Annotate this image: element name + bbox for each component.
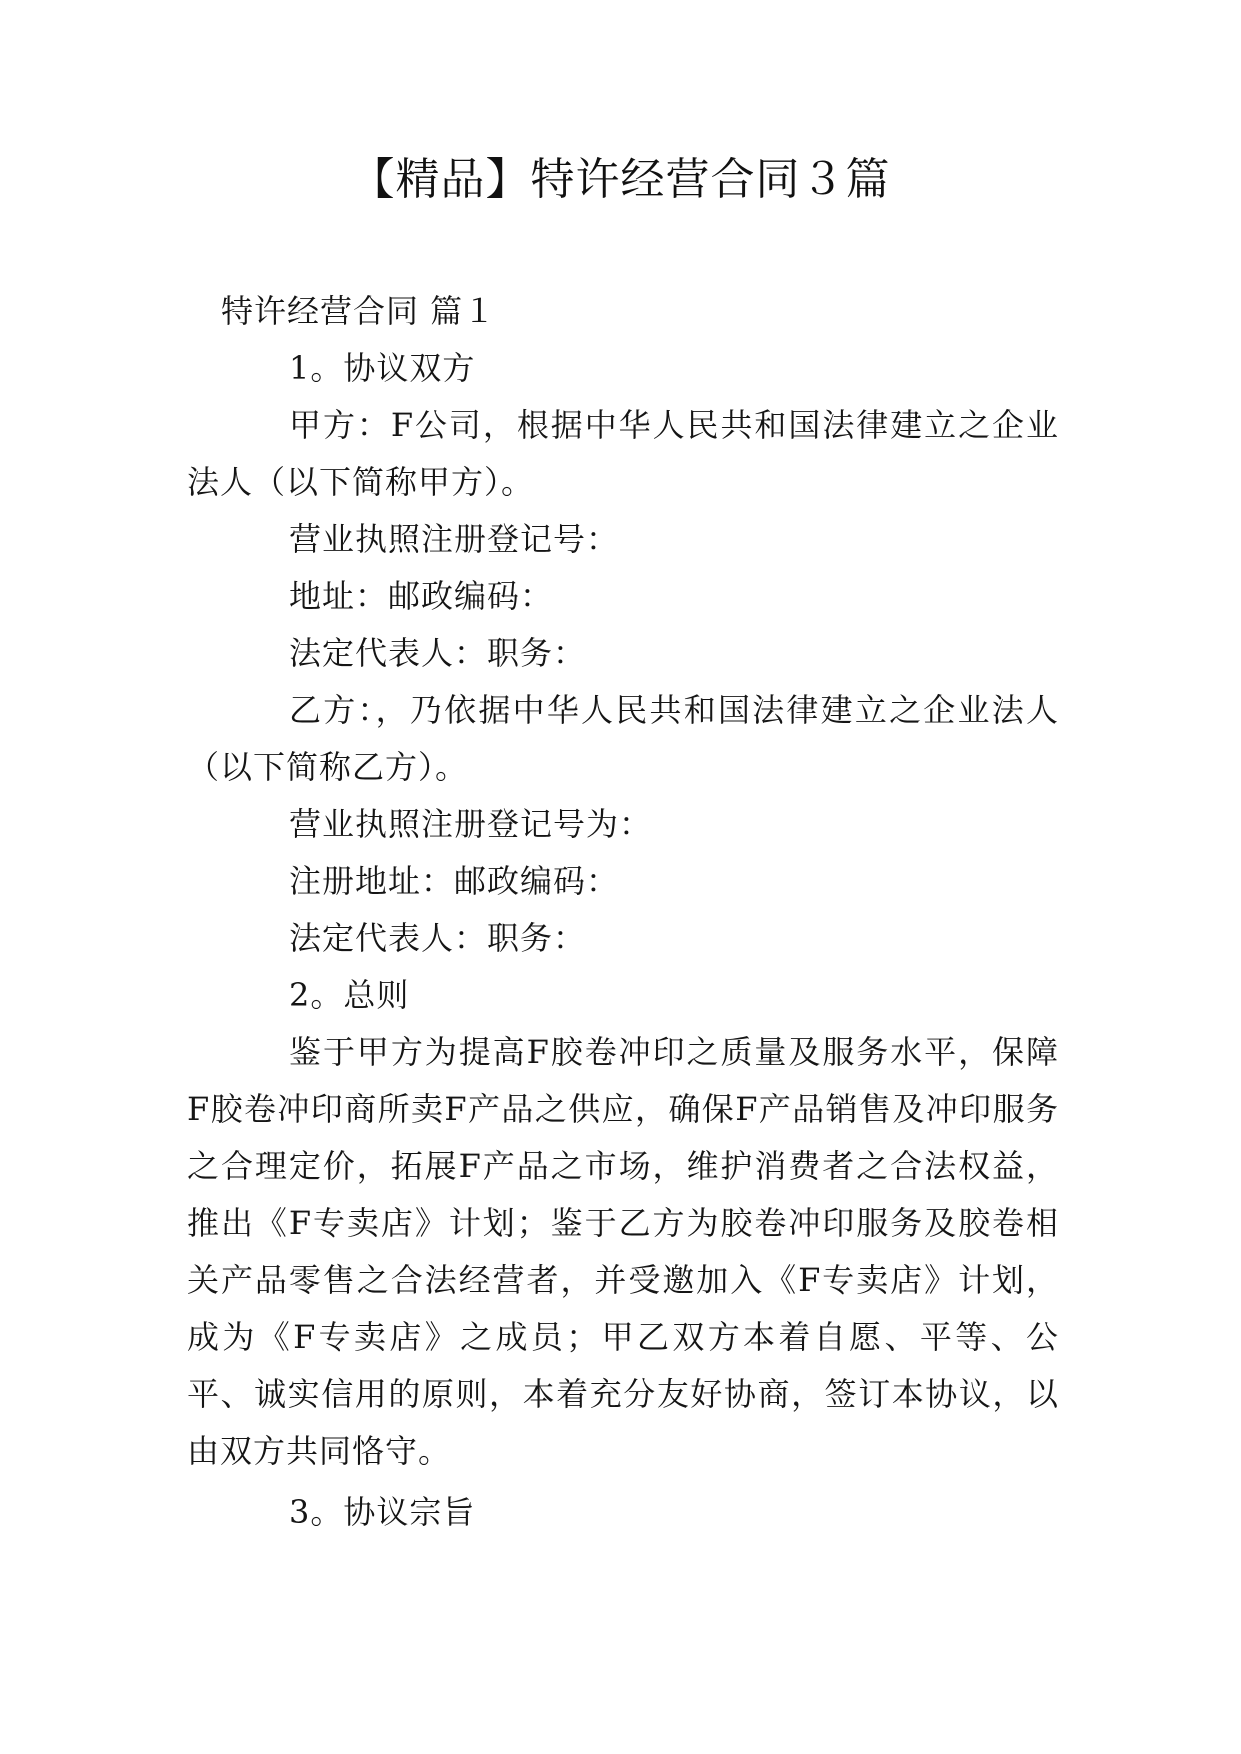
party-a-description: 甲方：F公司，根据中华人民共和国法律建立之企业法人（以下简称甲方）。: [187, 406, 1059, 501]
party-b-address: 注册地址：邮政编码：: [289, 862, 620, 900]
section-heading: 特许经营合同 篇１: [221, 292, 497, 330]
party-b-representative: 法定代表人：职务：: [289, 919, 587, 957]
party-b-registration-number: 营业执照注册登记号为：: [289, 805, 653, 843]
party-b-description: 乙方：，乃依据中华人民共和国法律建立之企业法人（以下简称乙方）。: [187, 691, 1059, 786]
document-body: [187, 283, 1059, 1541]
general-provisions-text: 鉴于甲方为提高F胶卷冲印之质量及服务水平，保障F胶卷冲印商所卖F产品之供应，确保F产品销售及冲印服务之合理定价，拓展F产品之市场，维护消费者之合法权益，推出《F专卖店》计划；鉴于乙方为胶卷冲印服务及胶卷相关产品零售之合法经营者，并受邀加入《F专卖店》计划，成为《F专卖店》之成员；甲乙双方本着自愿、平等、公平、诚实信用的原则，本着充分友好协商，签订本协议，以由双方共同恪守。: [187, 1033, 1059, 1470]
party-a-address: 地址：邮政编码：: [289, 577, 554, 615]
clause-heading-parties: 1。协议双方: [289, 349, 476, 387]
clause-heading-general: 2。总则: [289, 976, 410, 1014]
clause-heading-purpose: 3。协议宗旨: [289, 1493, 476, 1531]
party-a-representative: 法定代表人：职务：: [289, 634, 587, 672]
party-a-registration-number: 营业执照注册登记号：: [289, 520, 620, 558]
document-title: 【精品】特许经营合同３篇: [350, 154, 891, 205]
